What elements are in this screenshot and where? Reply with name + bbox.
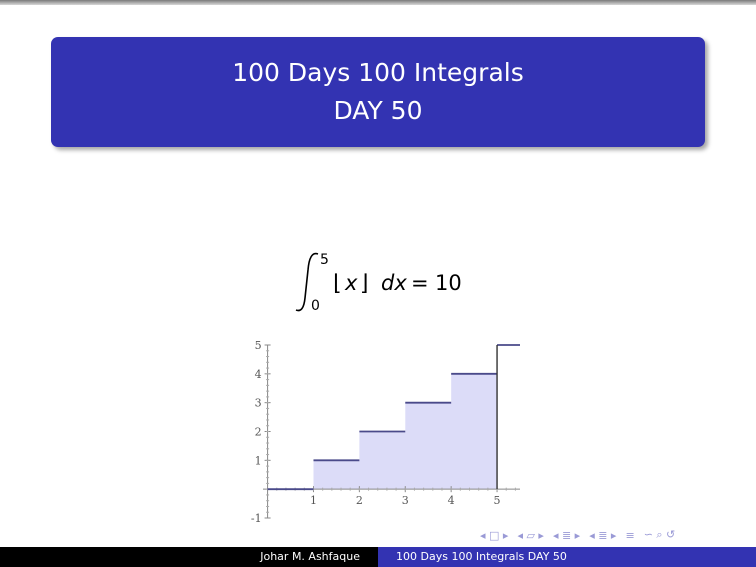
integral-formula — [0, 240, 756, 320]
y-tick-label: 4 — [254, 367, 262, 381]
beamer-navigation — [480, 527, 750, 543]
equals-sign: = — [411, 271, 429, 295]
integral-upper-limit: 5 — [320, 252, 329, 268]
footer-author: Johar M. Ashfaque — [0, 547, 378, 567]
nav-outline-icon[interactable]: ≡ — [625, 528, 635, 542]
y-tick-label: 3 — [254, 396, 262, 410]
nav-subsection-icon[interactable]: ◂ ▱ ▸ — [517, 528, 544, 542]
y-tick-label: -1 — [250, 512, 262, 525]
y-tick-label: 1 — [254, 454, 262, 468]
slide-title-line2: DAY 50 — [333, 96, 423, 125]
nav-frame-icon[interactable]: ◂ □ ▸ — [480, 528, 509, 542]
y-tick-label: 2 — [254, 425, 262, 439]
floor-left-bracket: ⌊ — [333, 271, 342, 296]
footer-title: 100 Days 100 Integrals DAY 50 — [378, 547, 756, 567]
slide-title-line1: 100 Days 100 Integrals — [232, 58, 524, 87]
nav-section-icon[interactable]: ◂ ≣ ▸ — [552, 528, 581, 542]
x-tick-label: 1 — [309, 494, 317, 508]
x-tick-label: 4 — [447, 494, 455, 508]
nav-document-icon[interactable]: ◂ ≣ ▸ — [589, 528, 617, 542]
integrand-variable: x — [345, 271, 358, 295]
footer-bar — [0, 547, 756, 567]
x-tick-label: 2 — [355, 494, 363, 508]
x-tick-label: 5 — [493, 494, 501, 508]
integral-result: 10 — [435, 271, 462, 295]
floor-function-plot — [230, 335, 530, 525]
nav-search-icon[interactable]: ∽ ⌕ ↺ — [643, 528, 676, 541]
top-rule — [0, 0, 756, 5]
y-tick-label: 5 — [254, 339, 262, 352]
x-tick-label: 3 — [401, 494, 409, 508]
integral-lower-limit: 0 — [311, 298, 320, 314]
differential: dx — [381, 271, 407, 295]
floor-right-bracket: ⌋ — [360, 271, 369, 296]
slide-title-block — [51, 37, 705, 147]
